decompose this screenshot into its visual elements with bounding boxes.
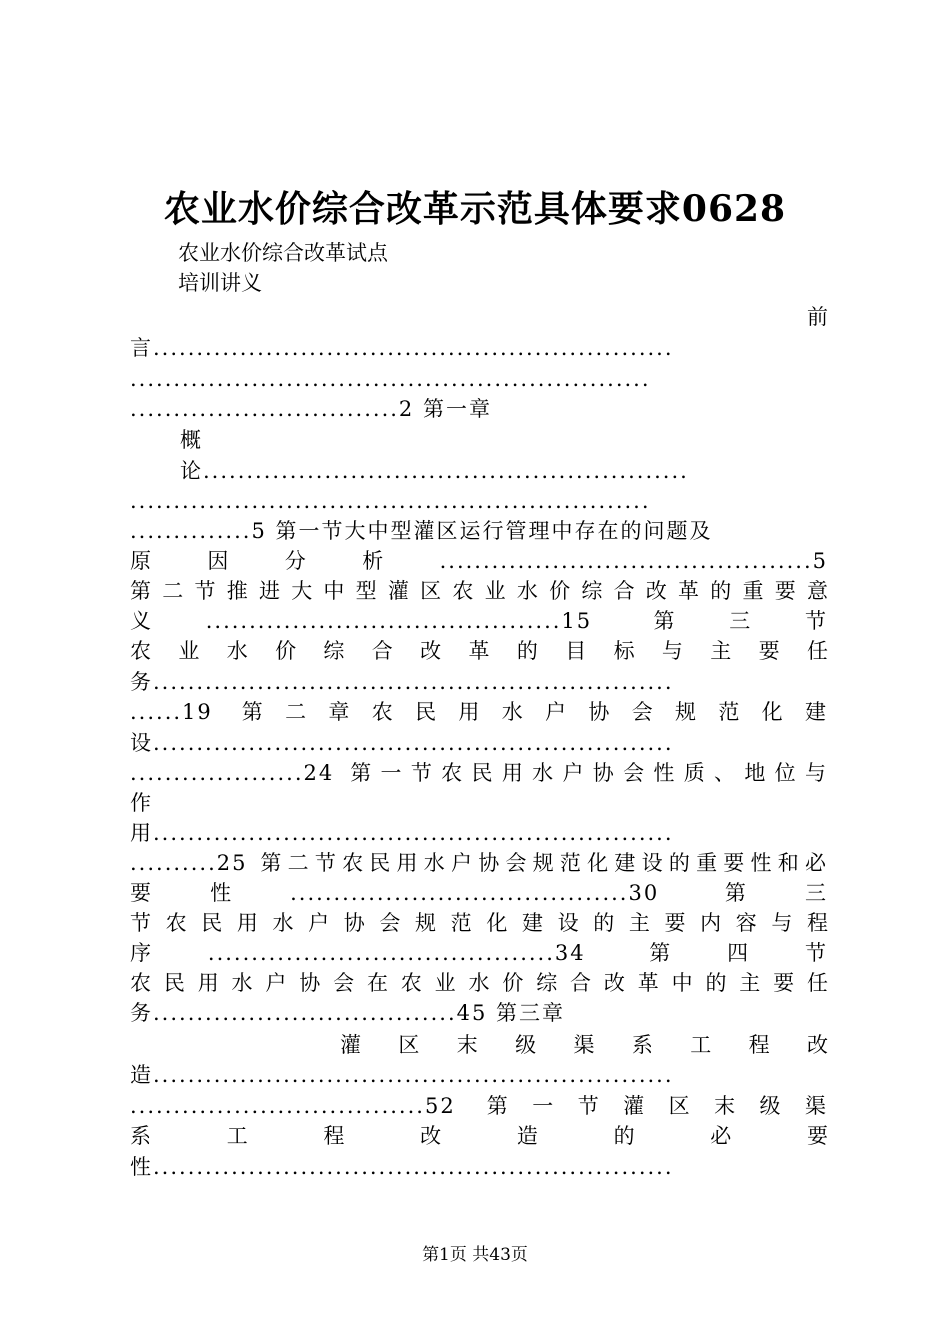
toc-line: ..........25 第二节农民用水户协会规范化建设的重要性和必 — [130, 851, 828, 875]
toc-line: 性............................................................ — [130, 1155, 674, 1179]
toc-line: 言............................................................ — [130, 336, 674, 360]
toc-line: ............................................................ — [130, 367, 651, 391]
toc-line: 原因分析...........................................5 — [130, 549, 828, 573]
toc-line: 农业水价综合改革的目标与主要任 — [130, 639, 828, 663]
toc-line: ....................24 第一节农民用水户协会性质、地位与 — [130, 761, 828, 785]
toc-line: 用............................................................ — [130, 821, 674, 845]
subtitle-line-1: 农业水价综合改革试点 — [178, 241, 388, 265]
toc-line: 序........................................34 第四节 — [130, 941, 828, 965]
document-title: 农业水价综合改革示范具体要求0628 — [163, 188, 787, 230]
toc-line: 系工程改造的必要 — [130, 1124, 828, 1148]
toc-line: 农民用水户协会在农业水价综合改革中的主要任 — [130, 971, 828, 995]
toc-line: ......19 第二章农民用水户协会规范化建 — [130, 700, 828, 724]
page-footer: 第1页 共43页 — [422, 1245, 528, 1265]
toc-line: 要性.......................................30 第三 — [130, 881, 828, 905]
toc-line: 概 — [180, 428, 201, 452]
toc-line: 务...................................45 第三章 — [130, 1001, 566, 1025]
toc-line: 节农民用水户协会规范化建设的主要内容与程 — [130, 911, 828, 935]
toc-line: ............................................................ — [130, 489, 651, 513]
toc-line: ...............................2 第一章 — [130, 397, 492, 421]
toc-line: 第二节推进大中型灌区农业水价综合改革的重要意 — [130, 579, 828, 603]
toc-line: ..............5 第一节大中型灌区运行管理中存在的问题及 — [130, 519, 713, 543]
toc-line: 作 — [130, 791, 151, 815]
toc-line: 设............................................................ — [130, 731, 674, 755]
toc-line: 义.........................................15 第三节 — [130, 609, 828, 633]
toc-line: 造............................................................ — [130, 1063, 674, 1087]
toc-line: 论........................................................ — [180, 459, 689, 483]
subtitle-line-2: 培训讲义 — [178, 271, 262, 295]
toc-line: ..................................52 第一节灌区末级渠 — [130, 1094, 828, 1118]
toc-line: 务............................................................ — [130, 670, 674, 694]
toc-line: 灌区末级渠系工程改 — [340, 1033, 828, 1057]
toc-line: 前 — [807, 305, 828, 329]
